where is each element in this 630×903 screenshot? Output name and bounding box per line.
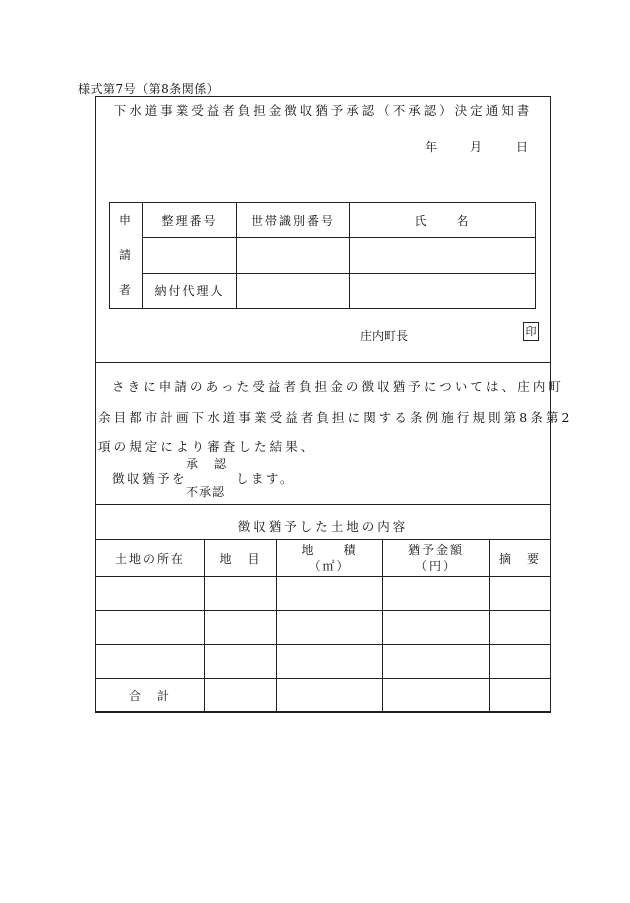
decision-suffix: します。 — [236, 471, 296, 486]
applicant-row-header — [110, 203, 143, 309]
total-cell[interactable] — [205, 679, 277, 713]
table-cell[interactable] — [383, 577, 490, 611]
household-id-cell[interactable] — [237, 238, 350, 273]
applicant-table — [109, 202, 536, 309]
table-cell[interactable] — [490, 611, 551, 645]
section-divider-2 — [95, 504, 551, 505]
reference-number-cell[interactable] — [143, 238, 237, 273]
decision-approve: 承 認 — [186, 457, 229, 471]
table-row — [96, 611, 551, 645]
table-cell[interactable] — [205, 645, 277, 679]
table-row — [96, 645, 551, 679]
table-cell[interactable] — [490, 577, 551, 611]
deferred-amount-label: 猶予金額 — [407, 543, 464, 557]
applicant-char-3: 者 — [118, 283, 133, 297]
mayor-label: 庄内町長 — [360, 329, 409, 343]
col-household-id: 世帯識別番号 — [237, 203, 350, 238]
date-day: 日 — [516, 140, 529, 154]
agent-name-cell[interactable] — [350, 273, 536, 308]
body-line-1: さきに申請のあった受益者負担金の徴収猶予については、庄内町 — [112, 379, 565, 394]
land-area-label: 地 積 — [301, 543, 358, 557]
land-table — [95, 539, 551, 713]
date-year: 年 — [425, 140, 438, 154]
table-cell[interactable] — [96, 645, 205, 679]
total-cell[interactable] — [277, 679, 383, 713]
deferred-amount-unit: （円） — [414, 559, 457, 573]
table-cell[interactable] — [277, 611, 383, 645]
col-reference-number: 整理番号 — [143, 203, 237, 238]
total-row — [96, 679, 551, 713]
applicant-char-1: 申 — [118, 213, 133, 227]
date-month: 月 — [470, 140, 483, 154]
total-cell[interactable] — [383, 679, 490, 713]
table-cell[interactable] — [383, 645, 490, 679]
table-cell[interactable] — [205, 611, 277, 645]
table-cell[interactable] — [96, 577, 205, 611]
section-divider-1 — [95, 362, 551, 363]
agent-id-cell[interactable] — [237, 273, 350, 308]
form-number-label: 様式第7号（第8条関係） — [78, 82, 220, 96]
table-cell[interactable] — [205, 577, 277, 611]
land-section-title: 徴収猶予した土地の内容 — [237, 519, 409, 534]
total-label: 合 計 — [96, 679, 205, 713]
seal-mark: 印 — [523, 322, 539, 341]
table-cell[interactable] — [277, 577, 383, 611]
body-line-3: 項の規定により審査した結果、 — [98, 439, 317, 454]
col-land-category: 地 目 — [205, 540, 277, 577]
body-line-2: 余目都市計画下水道事業受益者負担に関する条例施行規則第8条第2 — [98, 410, 573, 425]
applicant-char-2: 請 — [118, 248, 133, 262]
decision-prefix: 徴収猶予を — [112, 471, 188, 486]
table-cell[interactable] — [490, 645, 551, 679]
land-area-unit: （㎡） — [308, 559, 351, 573]
agent-label: 納付代理人 — [143, 273, 237, 308]
col-name: 氏 名 — [350, 203, 536, 238]
col-remarks: 摘 要 — [490, 540, 551, 577]
table-cell[interactable] — [277, 645, 383, 679]
col-land-area — [277, 540, 383, 577]
table-cell[interactable] — [383, 611, 490, 645]
table-row — [96, 577, 551, 611]
total-cell[interactable] — [490, 679, 551, 713]
table-cell[interactable] — [96, 611, 205, 645]
col-land-location: 土地の所在 — [96, 540, 205, 577]
name-cell[interactable] — [350, 238, 536, 273]
document-title: 下水道事業受益者負担金徴収猶予承認（不承認）決定通知書 — [113, 103, 533, 118]
col-deferred-amount — [383, 540, 490, 577]
decision-reject: 不承認 — [186, 485, 226, 499]
